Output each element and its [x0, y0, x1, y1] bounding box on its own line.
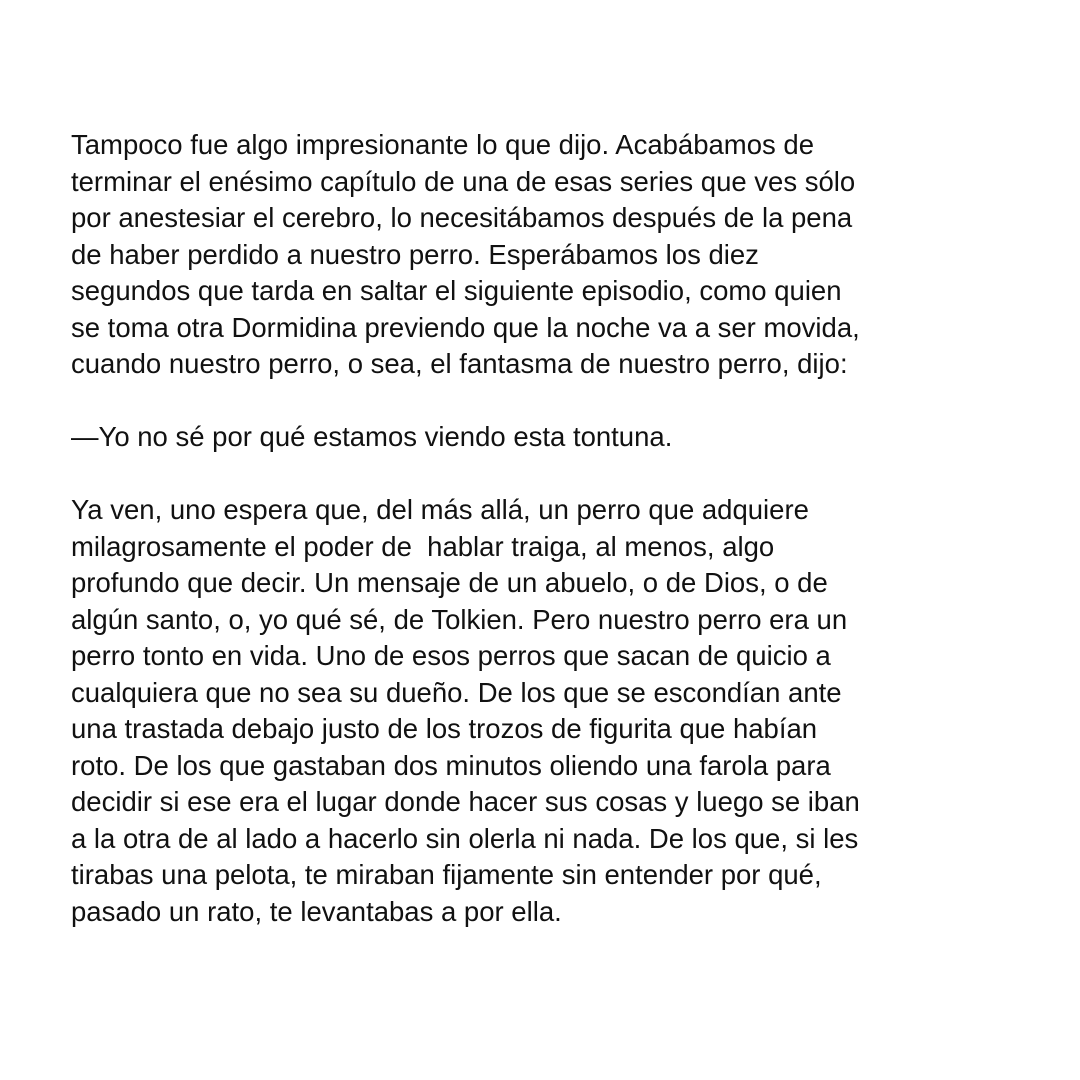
paragraph-1 — [71, 127, 1031, 383]
text-line: cualquiera que no sea su dueño. De los que se escondían ante — [71, 676, 842, 708]
text-line: milagrosamente el poder de hablar traiga, al menos, algo — [71, 530, 775, 562]
text-line: cuando nuestro perro, o sea, el fantasma de nuestro perro, dijo: — [71, 348, 848, 379]
text-line: algún santo, o, yo qué sé, de Tolkien. Pero nuestro perro era un — [71, 603, 848, 635]
text-line: profundo que decir. Un mensaje de un abuelo, o de Dios, o de — [71, 567, 828, 598]
text-line: segundos que tarda en saltar el siguiente episodio, como quien — [71, 275, 842, 306]
dialogue-line — [71, 419, 1031, 456]
paragraph-gap — [71, 383, 1031, 420]
text-line: pasado un rato, te levantabas a por ella. — [71, 895, 562, 927]
text-line: decidir si ese era el lugar donde hacer sus cosas y luego se iban — [71, 786, 860, 817]
paragraph-3 — [71, 492, 1031, 930]
text-line: terminar el enésimo capítulo de una de esas series que ves sólo — [71, 165, 856, 197]
text-line: —Yo no sé por qué estamos viendo esta tontuna. — [71, 421, 673, 452]
text-line: de haber perdido a nuestro perro. Esperábamos los diez — [71, 238, 759, 270]
text-line: por anestesiar el cerebro, lo necesitábamos después de la pena — [71, 202, 853, 233]
text-line: se toma otra Dormidina previendo que la noche va a ser movida, — [71, 311, 860, 343]
text-line: Tampoco fue algo impresionante lo que dijo. Acabábamos de — [71, 129, 814, 160]
story-text — [71, 127, 1031, 930]
text-line: roto. De los que gastaban dos minutos oliendo una farola para — [71, 749, 831, 781]
text-line: perro tonto en vida. Uno de esos perros que sacan de quicio a — [71, 640, 831, 671]
text-line: una trastada debajo justo de los trozos de figurita que habían — [71, 713, 818, 744]
text-line: tirabas una pelota, te miraban fijamente sin entender por qué, — [71, 859, 822, 890]
text-line: Ya ven, uno espera que, del más allá, un perro que adquiere — [71, 494, 809, 525]
text-line: a la otra de al lado a hacerlo sin olerla ni nada. De los que, si les — [71, 822, 859, 854]
paragraph-gap — [71, 456, 1031, 493]
